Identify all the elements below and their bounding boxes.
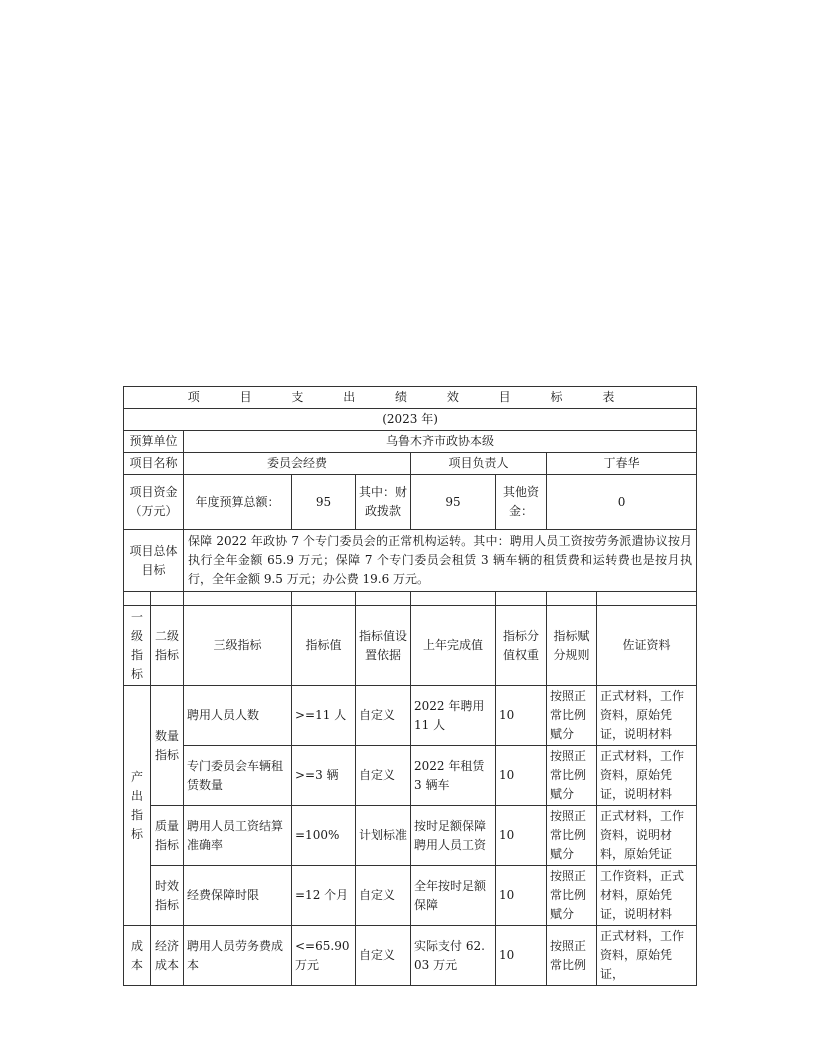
empty-cell [547, 592, 597, 606]
table-row [124, 866, 697, 926]
indicator-weight: 10 [496, 746, 547, 806]
header-weight: 指标分值权重 [496, 606, 547, 686]
indicator-name: 聘用人员工资结算准确率 [184, 806, 292, 866]
indicator-last-year: 全年按时足额保障 [411, 866, 496, 926]
project-name-label: 项目名称 [124, 453, 184, 475]
project-owner-label: 项目负责人 [411, 453, 547, 475]
indicator-weight: 10 [496, 926, 547, 986]
overall-goal-label: 项目总体目标 [124, 530, 184, 592]
annual-budget-value: 95 [292, 475, 356, 530]
header-evidence: 佐证资料 [597, 606, 697, 686]
project-funds-label: 项目资金（万元） [124, 475, 184, 530]
performance-target-table [123, 386, 697, 986]
indicator-basis: 自定义 [356, 746, 411, 806]
indicator-evidence: 正式材料，工作资料，原始凭证， [597, 926, 697, 986]
indicator-rule: 按照正常比例赋分 [547, 866, 597, 926]
indicator-evidence: 正式材料，工作资料，说明材料，原始凭证 [597, 806, 697, 866]
indicator-rule: 按照正常比例 [547, 926, 597, 986]
table-title: 项 目 支 出 绩 效 目 标 表 [124, 387, 697, 409]
indicator-evidence: 正式材料，工作资料，原始凭证，说明材料 [597, 686, 697, 746]
indicator-last-year: 按时足额保障聘用人员工资 [411, 806, 496, 866]
other-funds-label: 其他资金： [496, 475, 547, 530]
header-level1-text: 一级指标 [130, 609, 143, 681]
header-value: 指标值 [292, 606, 356, 686]
empty-cell [151, 592, 184, 606]
indicator-value: >=11 人 [292, 686, 356, 746]
header-rule: 指标赋分规则 [547, 606, 597, 686]
header-level1 [124, 606, 151, 686]
group-quantity: 数量指标 [151, 686, 184, 806]
group-output-text: 产出指标 [130, 769, 143, 841]
project-owner-value: 丁春华 [547, 453, 697, 475]
indicator-name: 聘用人员劳务费成本 [184, 926, 292, 986]
fiscal-allocation-label: 其中：财政拨款 [356, 475, 411, 530]
header-level2: 二级指标 [151, 606, 184, 686]
indicator-weight: 10 [496, 866, 547, 926]
indicator-rule: 按照正常比例赋分 [547, 806, 597, 866]
indicator-evidence: 工作资料，正式材料，原始凭证，说明材料 [597, 866, 697, 926]
empty-cell [411, 592, 496, 606]
table-row [124, 806, 697, 866]
indicator-last-year: 2022 年聘用 11 人 [411, 686, 496, 746]
empty-cell [496, 592, 547, 606]
group-output [124, 686, 151, 926]
indicator-name: 经费保障时限 [184, 866, 292, 926]
indicator-last-year: 实际支付 62.03 万元 [411, 926, 496, 986]
indicator-value: =12 个月 [292, 866, 356, 926]
budget-unit-label: 预算单位 [124, 431, 184, 453]
indicator-value: =100% [292, 806, 356, 866]
indicator-basis: 计划标准 [356, 806, 411, 866]
indicator-basis: 自定义 [356, 686, 411, 746]
indicator-weight: 10 [496, 806, 547, 866]
empty-cell [356, 592, 411, 606]
indicator-rule: 按照正常比例赋分 [547, 686, 597, 746]
project-name-value: 委员会经费 [184, 453, 411, 475]
overall-goal-text: 保障 2022 年政协 7 个专门委员会的正常机构运转。其中：聘用人员工资按劳务派遣协议按月执行全年金额 65.9 万元；保障 7 个专门委员会租赁 3 辆车辆的租赁费和运转费也是按月执行，全年金额 9.5 万元；办公费 19.6 万元。 [184, 530, 697, 592]
group-timeliness: 时效指标 [151, 866, 184, 926]
indicator-rule: 按照正常比例赋分 [547, 746, 597, 806]
empty-cell [292, 592, 356, 606]
annual-budget-label: 年度预算总额： [184, 475, 292, 530]
header-basis: 指标值设置依据 [356, 606, 411, 686]
indicator-basis: 自定义 [356, 866, 411, 926]
table-row [124, 686, 697, 746]
indicator-basis: 自定义 [356, 926, 411, 986]
indicator-evidence: 正式材料，工作资料，原始凭证，说明材料 [597, 746, 697, 806]
empty-cell [184, 592, 292, 606]
table-row [124, 926, 697, 986]
indicator-weight: 10 [496, 686, 547, 746]
indicator-last-year: 2022 年租赁 3 辆车 [411, 746, 496, 806]
header-last-year: 上年完成值 [411, 606, 496, 686]
indicator-value: <=65.90 万元 [292, 926, 356, 986]
table-row [124, 746, 697, 806]
fiscal-allocation-value: 95 [411, 475, 496, 530]
header-level3: 三级指标 [184, 606, 292, 686]
table-year: (2023 年) [124, 409, 697, 431]
other-funds-value: 0 [547, 475, 697, 530]
empty-cell [597, 592, 697, 606]
group-quality: 质量指标 [151, 806, 184, 866]
indicator-name: 专门委员会车辆租赁数量 [184, 746, 292, 806]
empty-cell [124, 592, 151, 606]
group-econ-cost: 经济成本 [151, 926, 184, 986]
group-cost: 成本 [124, 926, 151, 986]
budget-unit-value: 乌鲁木齐市政协本级 [184, 431, 697, 453]
indicator-name: 聘用人员人数 [184, 686, 292, 746]
indicator-value: >=3 辆 [292, 746, 356, 806]
